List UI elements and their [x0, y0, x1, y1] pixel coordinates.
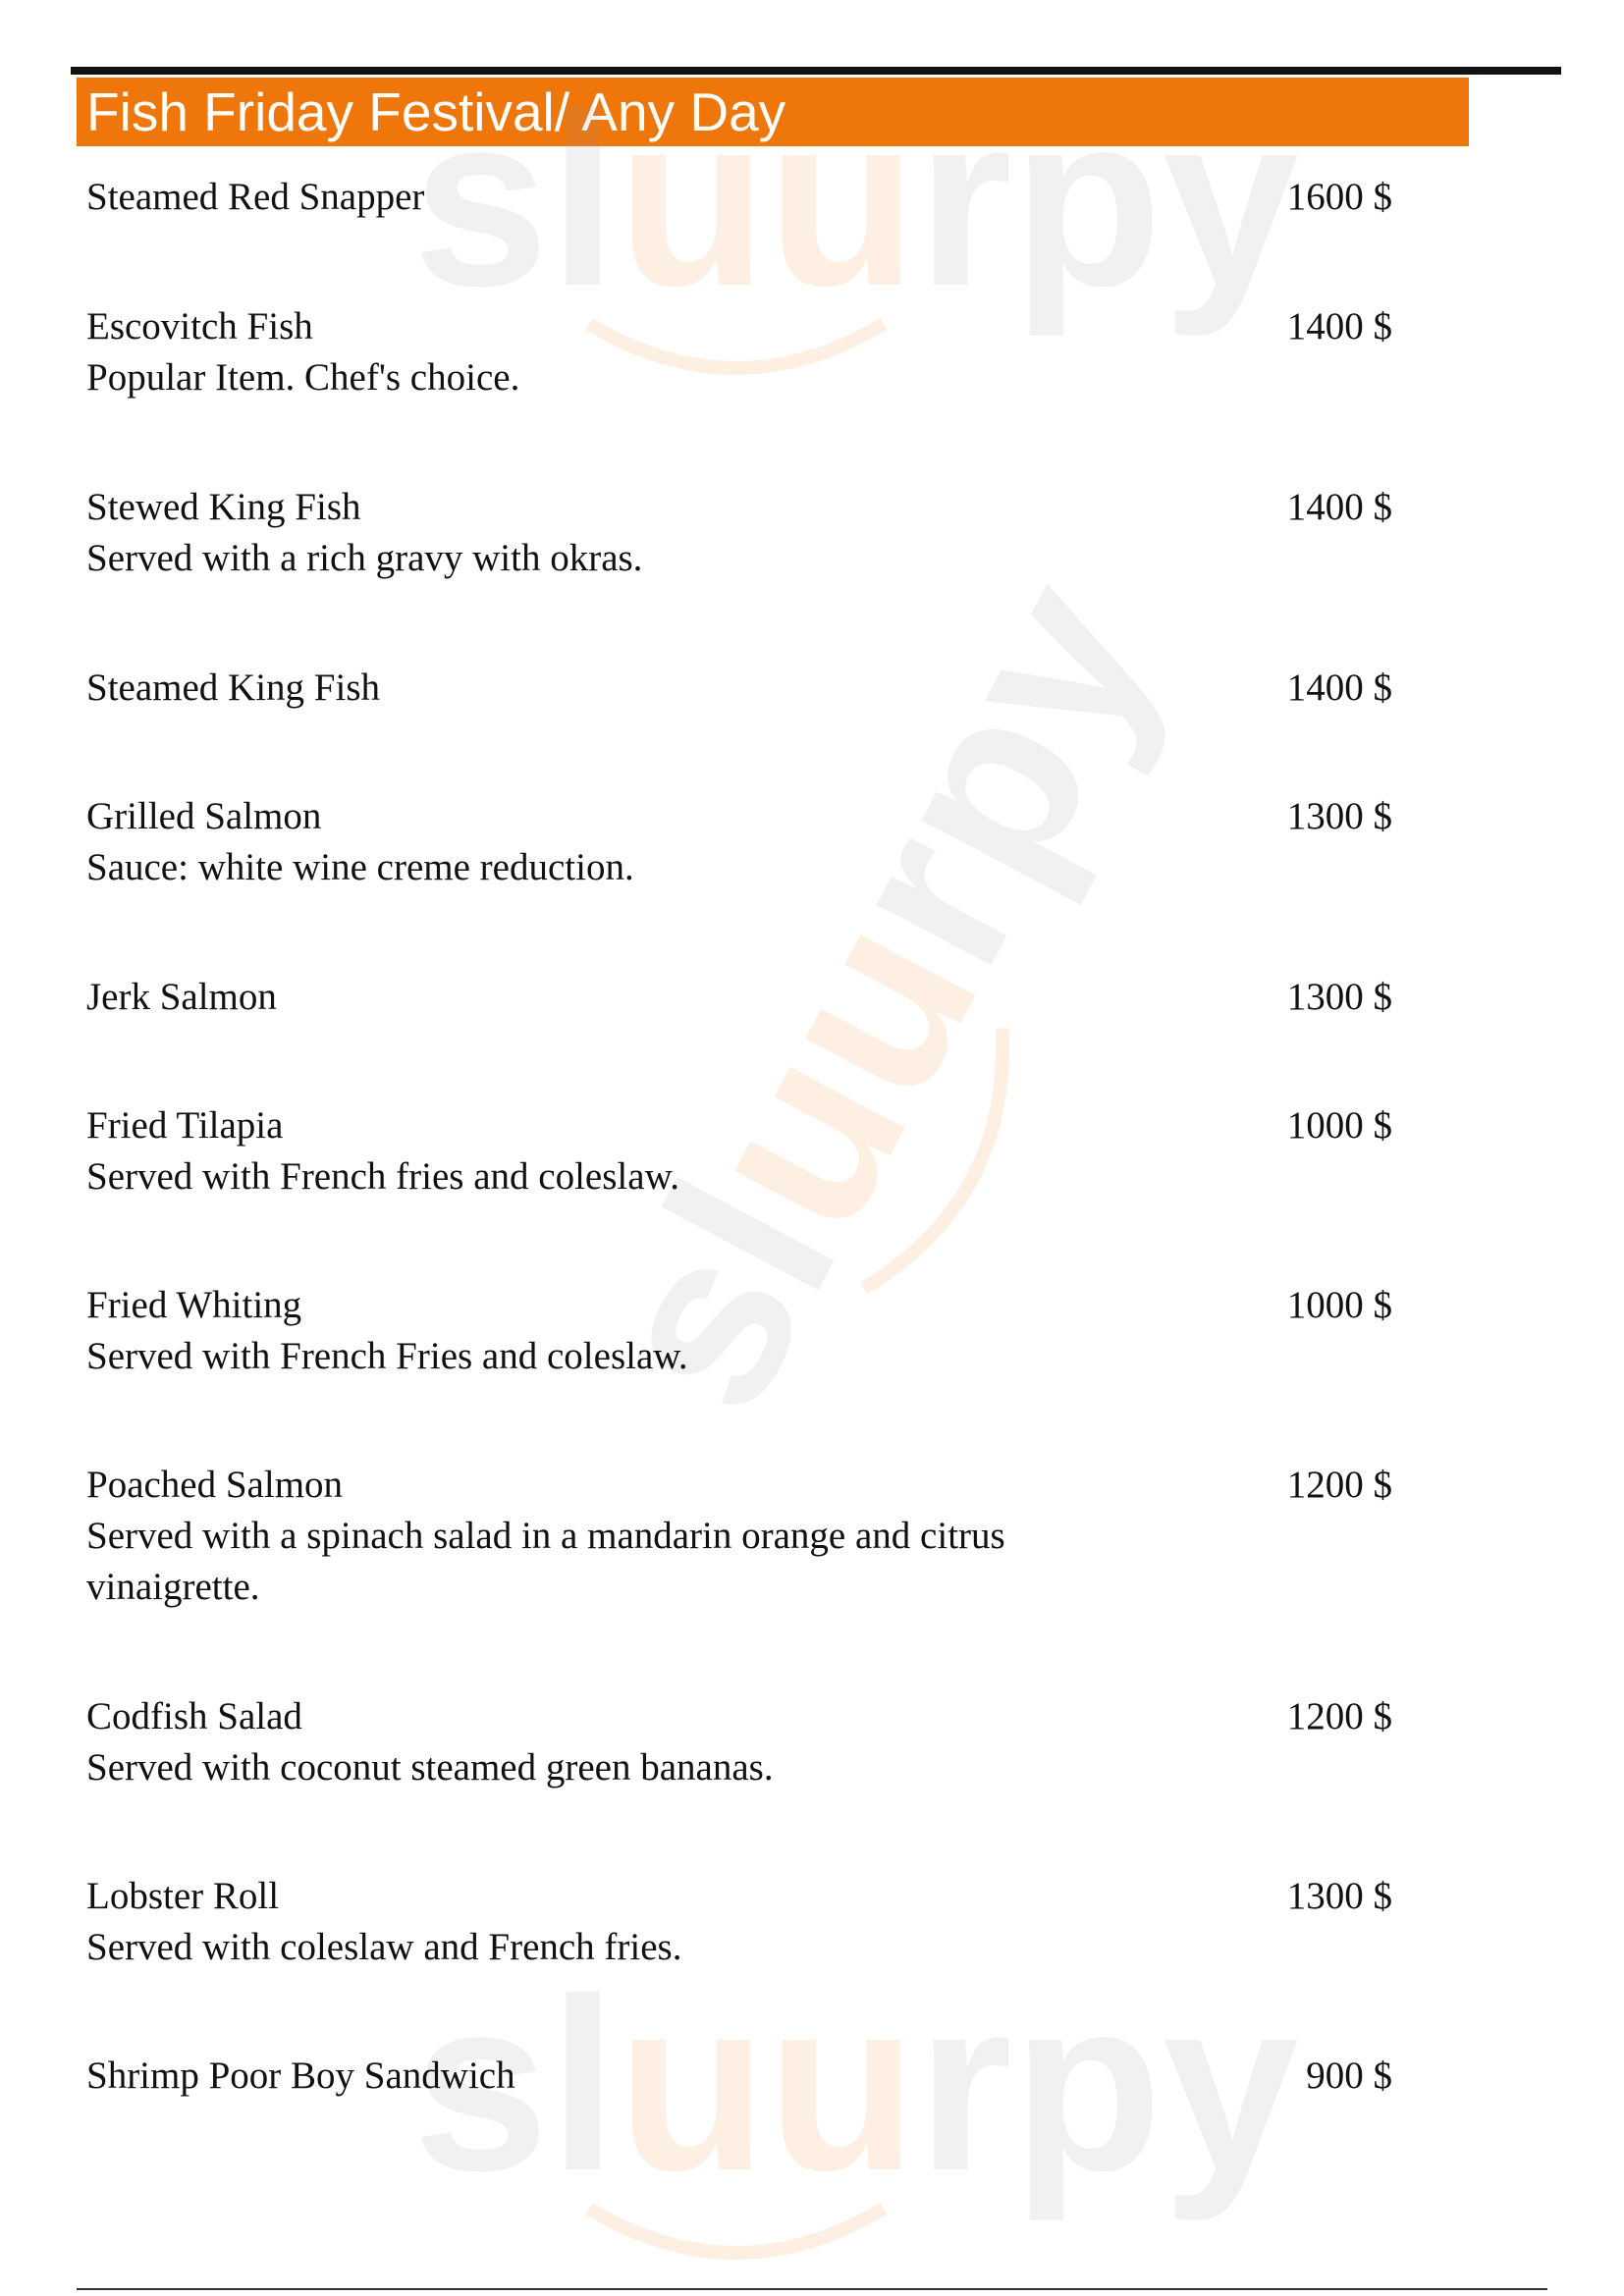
item-name: Stewed King Fish: [86, 486, 361, 528]
menu-item: [86, 2051, 1392, 2109]
item-name: Fried Tilapia: [86, 1104, 284, 1147]
item-name: Fried Whiting: [86, 1284, 302, 1326]
item-price: 1000 $: [1286, 1284, 1392, 1326]
item-price: 1300 $: [1286, 976, 1392, 1018]
item-name: Shrimp Poor Boy Sandwich: [86, 2055, 515, 2097]
menu-section-header: [77, 78, 1469, 146]
item-name: Poached Salmon: [86, 1464, 344, 1506]
item-price: 1400 $: [1286, 486, 1392, 528]
menu-item: [86, 1871, 1392, 2051]
menu-item: [86, 482, 1392, 663]
menu-item: [86, 1280, 1392, 1460]
item-description: Sauce: white wine creme reduction.: [86, 846, 634, 888]
item-name: Lobster Roll: [86, 1875, 280, 1917]
item-price: 1200 $: [1286, 1695, 1392, 1737]
item-description: Served with French fries and coleslaw.: [86, 1155, 679, 1198]
menu-list: [86, 172, 1392, 2109]
item-price: 1400 $: [1286, 305, 1392, 347]
item-price: 1600 $: [1286, 176, 1392, 218]
item-description: Popular Item. Chef's choice.: [86, 356, 520, 399]
watermark-text: sluurpy: [412, 1948, 1299, 2221]
item-name: Escovitch Fish: [86, 305, 313, 347]
item-name: Jerk Salmon: [86, 976, 277, 1018]
menu-item: [86, 1100, 1392, 1280]
item-description: Served with coconut steamed green bananas.: [86, 1746, 774, 1789]
bottom-rule: [77, 2288, 1547, 2290]
menu-item: [86, 1691, 1392, 1871]
item-name: Grilled Salmon: [86, 795, 322, 837]
item-description: Served with a spinach salad in a mandarin orange and citrus vinaigrette.: [86, 1515, 1005, 1608]
item-price: 1000 $: [1286, 1104, 1392, 1147]
menu-item: [86, 1460, 1392, 1691]
menu-item: [86, 663, 1392, 791]
item-price: 1400 $: [1286, 667, 1392, 709]
watermark-text: sluurpy: [550, 539, 1209, 1451]
item-name: Steamed Red Snapper: [86, 176, 425, 218]
menu-item: [86, 172, 1392, 301]
item-price: 1300 $: [1286, 795, 1392, 837]
watermark-text: sluurpy: [412, 63, 1299, 337]
item-price: 1300 $: [1286, 1875, 1392, 1917]
menu-item: [86, 301, 1392, 482]
watermark-smile: [589, 2209, 884, 2253]
item-name: Codfish Salad: [86, 1695, 302, 1737]
item-description: Served with a rich gravy with okras.: [86, 537, 643, 579]
menu-section-title: Fish Friday Festival/ Any Day: [86, 81, 786, 142]
top-rule: [71, 67, 1561, 75]
item-name: Steamed King Fish: [86, 667, 380, 709]
item-price: 1200 $: [1286, 1464, 1392, 1506]
item-price: 900 $: [1306, 2055, 1392, 2097]
item-description: Served with coleslaw and French fries.: [86, 1926, 682, 1968]
menu-item: [86, 972, 1392, 1100]
menu-item: [86, 791, 1392, 972]
item-description: Served with French Fries and coleslaw.: [86, 1335, 688, 1377]
